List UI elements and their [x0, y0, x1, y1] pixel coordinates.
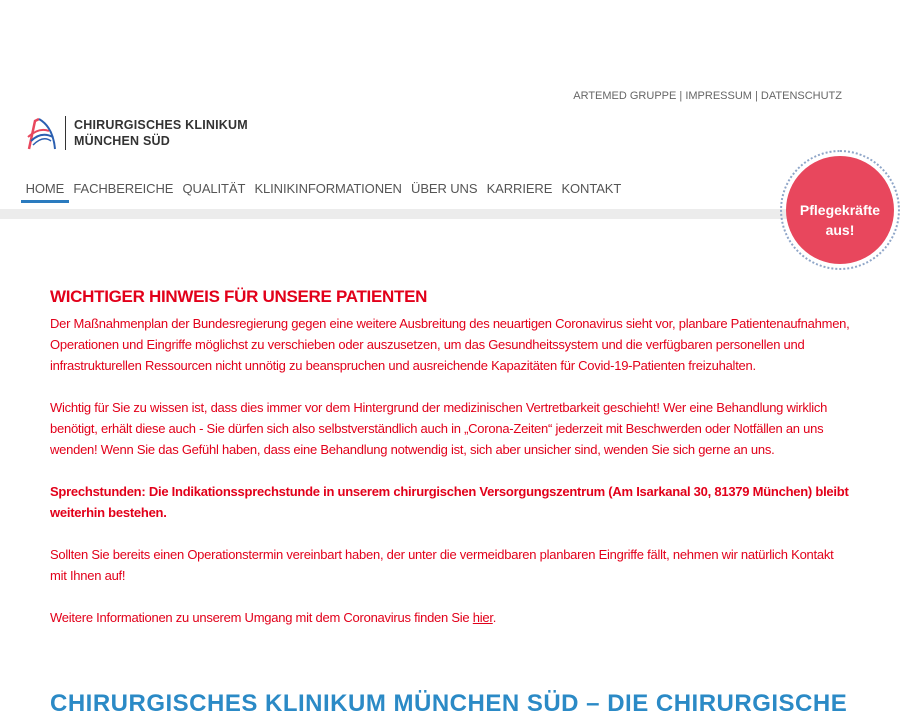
notice-paragraph-2: Wichtig für Sie zu wissen ist, dass dies immer vor dem Hintergrund der medizinischen Vertretbarkeit geschieht! Wer eine Behandlung wirklich benötigt, erhält diese auch - Sie dürfen sich also selbstverständlich auch in „Corona-Zeiten“ jederzeit mit Beschwerden oder Notfällen an uns wenden! Wenn Sie das Gefühl haben, dass eine Behandlung notwendig ist, sich aber unsicher sind, wenden Sie sich gerne an uns.	[50, 400, 828, 457]
header-divider	[0, 209, 800, 219]
info-link[interactable]: hier	[472, 610, 493, 625]
nav-home[interactable]: HOME	[21, 179, 69, 203]
notice-p5-end: .	[492, 610, 497, 625]
nav-klinikinformationen[interactable]: KLINIKINFORMATIONEN	[254, 181, 402, 196]
nav-qualitaet[interactable]: QUALITÄT	[182, 181, 246, 196]
link-datenschutz[interactable]: DATENSCHUTZ	[760, 90, 842, 102]
notice-title: WICHTIGER HINWEIS FÜR UNSERE PATIENTEN	[50, 287, 428, 306]
notice-p5-text: Weitere Informationen zu unserem Umgang mit dem Coronavirus finden Sie	[50, 610, 473, 625]
top-links: ARTEMED GRUPPE | IMPRESSUM | DATENSCHUTZ	[573, 90, 842, 102]
link-impressum[interactable]: IMPRESSUM	[685, 90, 752, 102]
notice-paragraph-4: Sollten Sie bereits einen Operationstermin vereinbart haben, der unter die vermeidbaren planbaren Eingriffe fällt, nehmen wir natürlich Kontakt mit Ihnen auf!	[50, 547, 834, 583]
section-heading: CHIRURGISCHES KLINIKUM MÜNCHEN SÜD – DIE CHIRURGISCHE	[50, 690, 848, 717]
badge-line2: aus!	[825, 222, 855, 238]
nav-kontakt[interactable]: KONTAKT	[561, 181, 622, 196]
notice-paragraph-1: Der Maßnahmenplan der Bundesregierung gegen eine weitere Ausbreitung des neuartigen Coronavirus sieht vor, planbare Patientenaufnahmen, Operationen und Eingriffe möglichst zu verschieben oder auszusetzen, um das Gesundheitssystem und die verfügbaren personellen und infrastrukturellen Ressourcen nicht unnötig zu beanspruchen und ausreichende Kapazitäten für Covid-19-Patienten freizuhalten.	[50, 316, 850, 373]
link-artemed[interactable]: ARTEMED GRUPPE	[573, 90, 677, 102]
corona-notice	[50, 286, 850, 649]
logo[interactable]	[25, 115, 248, 151]
notice-paragraph-5	[50, 607, 850, 628]
main-nav	[21, 179, 626, 203]
logo-mark-icon	[25, 115, 57, 151]
badge-line1: Pflegekräfte	[799, 202, 881, 218]
nav-fachbereiche[interactable]: FACHBEREICHE	[73, 181, 174, 196]
nav-ueber-uns[interactable]: ÜBER UNS	[411, 181, 478, 196]
nav-karriere[interactable]: KARRIERE	[486, 181, 553, 196]
logo-line2: MÜNCHEN SÜD	[74, 134, 170, 148]
logo-line1: CHIRURGISCHES KLINIKUM	[74, 118, 248, 132]
notice-paragraph-3: Sprechstunden: Die Indikationssprechstunde in unserem chirurgischen Versorgungszentrum (Am Isarkanal 30, 81379 München) bleibt weiterhin bestehen.	[50, 484, 849, 520]
recruiting-badge[interactable]	[780, 150, 900, 270]
